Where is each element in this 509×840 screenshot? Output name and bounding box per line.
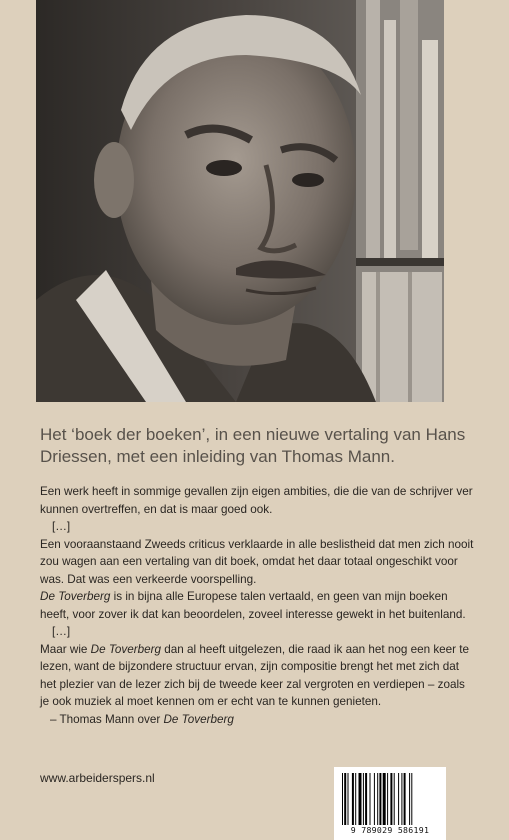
book-title: De Toverberg <box>90 642 162 656</box>
quote-text: is in bijna alle Europese talen vertaald, en geen van mijn boeken heeft, voor zover ik dat kan beoordelen, zoveel interesse gewekt in het buitenland. <box>40 590 466 621</box>
quote-paragraph <box>40 588 476 623</box>
quote-ellipsis: […] <box>52 520 71 533</box>
quote-paragraph <box>40 641 476 711</box>
isbn-barcode <box>334 767 446 840</box>
quote-ellipsis: […] <box>52 625 71 638</box>
quote-attribution <box>40 711 476 729</box>
book-title: De Toverberg <box>40 590 111 603</box>
quote-text: dan al heeft uitgelezen, die raad ik aan het nog een keer te lezen, want de bijzondere structuur ervan, zijn compositie brengt het met zich dat het plezier van de lezer zich bij de tweede keer zal vergroten en verdiepen – zoals je ook muziek al moet kennen om er echt van te kunnen genieten. <box>40 642 470 708</box>
quote-block <box>40 483 476 728</box>
attribution-prefix: – Thomas Mann over <box>50 712 164 726</box>
book-title: De Toverberg <box>163 712 234 726</box>
author-portrait-photo <box>36 0 444 402</box>
quote-paragraph: Een vooraanstaand Zweeds criticus verklaarde in alle beslistheid dat men zich nooit zou wagen aan een vertaling van dit boek, omdat het daar totaal ongeschikt voor was. Dat was een verkeerde voorspelling. <box>40 537 474 586</box>
publisher-website: www.arbeiderspers.nl <box>40 771 155 785</box>
quote-paragraph: Een werk heeft in sommige gevallen zijn eigen ambities, die die van de schrijver ver kunnen overtreffen, en dat is maar goed ook. <box>40 485 473 516</box>
barcode-bars <box>342 773 438 825</box>
intro-blurb: Het ‘boek der boeken’, in een nieuwe vertaling van Hans Driessen, met een inleiding van Thomas Mann. <box>40 425 466 466</box>
quote-text: Maar wie <box>40 642 91 656</box>
isbn-number: 9 789029 586191 <box>350 825 430 835</box>
